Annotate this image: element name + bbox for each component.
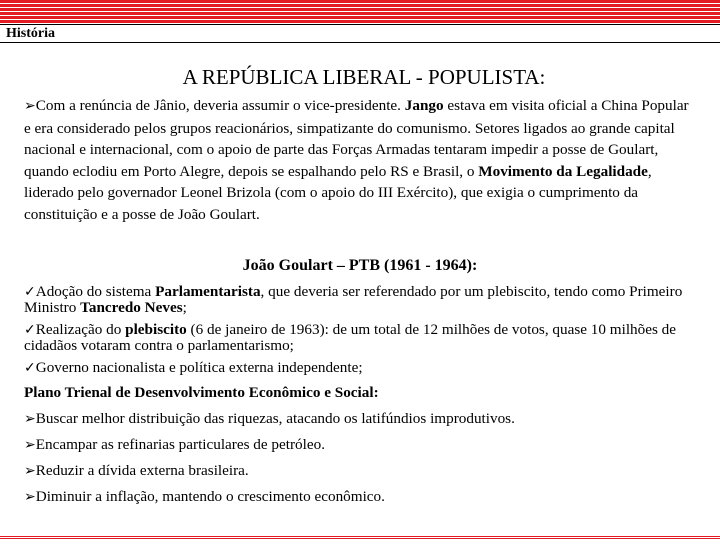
jango-term: Jango bbox=[404, 97, 444, 114]
intro-text: , liderado pelo governador Leonel Brizola (com o apoio do III Exército), que exigia o cumprimento da constituição e a posse de João Goulart. bbox=[24, 162, 652, 223]
footer-band bbox=[0, 536, 720, 540]
item-text: Governo nacionalista e política externa independente; bbox=[35, 359, 363, 376]
arrow-bullet-icon: ➢ bbox=[24, 489, 36, 505]
item-text: (6 de janeiro de 1963): de um total de 12 milhões de votos, quase 10 milhões de cidadãos votaram contra o parlamentarismo; bbox=[24, 321, 677, 354]
item-text: Adoção do sistema bbox=[35, 283, 156, 300]
arrow-bullet-icon: ➢ bbox=[24, 98, 36, 114]
list-item bbox=[24, 322, 704, 353]
arrow-bullet-icon: ➢ bbox=[24, 437, 36, 453]
item-text: ; bbox=[182, 299, 187, 316]
list-item bbox=[24, 360, 704, 376]
item-text: Diminuir a inflação, mantendo o crescimento econômico. bbox=[35, 488, 385, 505]
intro-text: estava em visita oficial a China Popular e era considerado pelos grupos reacionários, simpatizante do comunismo. Setores ligados ao grande capital nacional e internacional, com o apoio de parte das Forças Armadas tentaram impedir a posse de Goulart, quando eclodiu em Porto Alegre, depois se espalhando pelo RS e Brasil, o bbox=[24, 97, 689, 180]
check-icon: ✓ bbox=[24, 284, 36, 300]
item-text: Reduzir a dívida externa brasileira. bbox=[35, 462, 249, 479]
content-list bbox=[24, 284, 704, 513]
item-text: Encampar as refinarias particulares de petróleo. bbox=[35, 436, 325, 453]
plebiscito-term: plebiscito bbox=[125, 321, 187, 338]
arrow-bullet-icon: ➢ bbox=[24, 463, 36, 479]
plan-heading: Plano Trienal de Desenvolvimento Econômico e Social: bbox=[24, 384, 379, 401]
parlamentarista-term: Parlamentarista bbox=[155, 283, 261, 300]
arrow-bullet-icon: ➢ bbox=[24, 411, 36, 427]
item-text: , que deveria ser referendado por um plebiscito, tendo como Primeiro Ministro bbox=[24, 283, 683, 316]
list-item bbox=[24, 435, 704, 455]
list-item bbox=[24, 487, 704, 507]
goulart-heading: João Goulart – PTB (1961 - 1964): bbox=[242, 257, 478, 274]
list-item bbox=[24, 461, 704, 481]
intro-text: Com a renúncia de Jânio, deveria assumir o vice-presidente. bbox=[35, 97, 405, 114]
legalidade-term: Movimento da Legalidade bbox=[478, 162, 648, 180]
check-icon: ✓ bbox=[24, 322, 36, 338]
tancredo-term: Tancredo Neves bbox=[80, 299, 183, 316]
header-bar bbox=[0, 24, 720, 43]
list-item bbox=[24, 409, 704, 429]
item-text: Realização do bbox=[35, 321, 126, 338]
page-title: A REPÚBLICA LIBERAL - POPULISTA: bbox=[182, 65, 546, 89]
check-icon: ✓ bbox=[24, 360, 36, 376]
list-item bbox=[24, 284, 704, 315]
item-text: Buscar melhor distribuição das riquezas, atacando os latifúndios improdutivos. bbox=[35, 410, 515, 427]
section-label: História bbox=[6, 26, 55, 41]
intro-paragraph bbox=[24, 95, 696, 225]
